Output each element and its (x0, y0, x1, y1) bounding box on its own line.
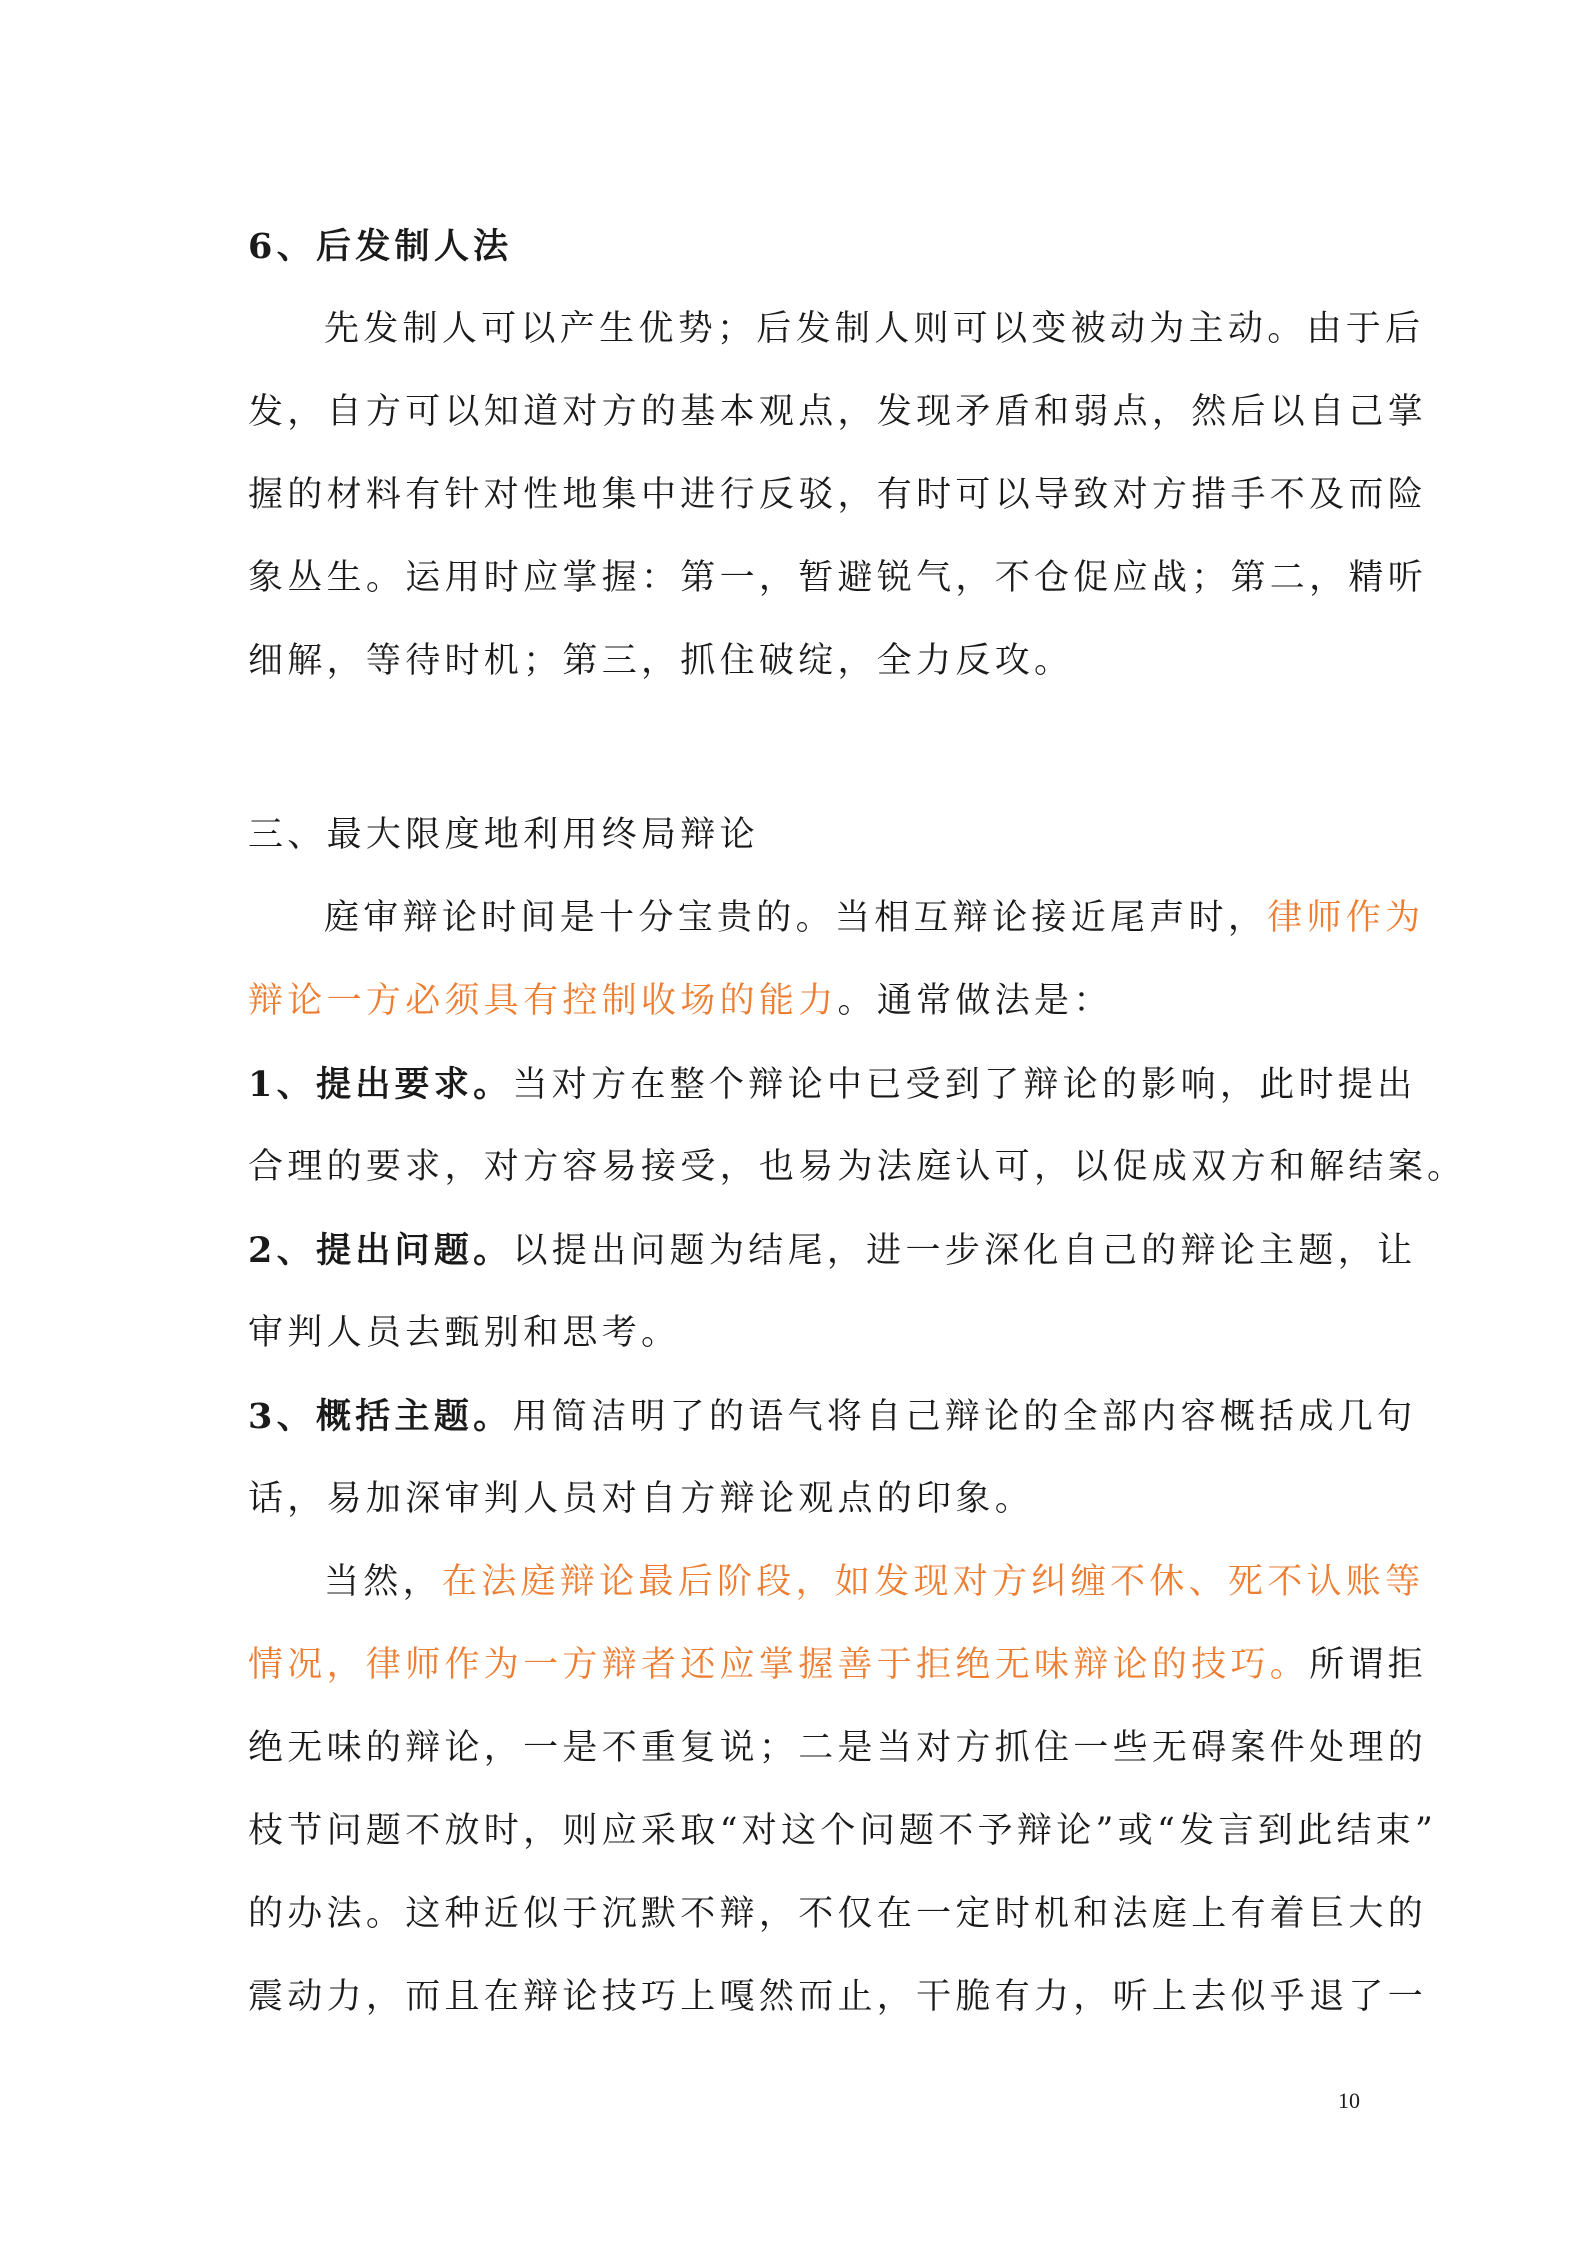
item-1-line (248, 1043, 1417, 1126)
item-1-line: 合理的要求，对方容易接受，也易为法庭认可，以促成双方和解结案。 (248, 1147, 1467, 1187)
intro-line (248, 960, 1348, 1043)
page-body (248, 205, 1467, 2039)
final-line (248, 1541, 1425, 1624)
final-line: 枝节问题不放时，则应采取“对这个问题不予辩论”或“发言到此结束” (248, 1811, 1438, 1851)
final-text: 当然， (324, 1562, 442, 1602)
item-1-text: 当对方在整个辩论中已受到了辩论的影响，此时提出 (512, 1065, 1417, 1105)
intro-text: 。通常做法是： (837, 981, 1113, 1021)
item-1-title: 1、提出要求。 (248, 1064, 513, 1105)
intro-line (248, 877, 1425, 960)
item-2-title: 2、提出问题。 (248, 1230, 513, 1271)
item-2-line: 审判人员去甄别和思考。 (248, 1313, 681, 1353)
highlighted-text: 情况，律师作为一方辩者还应掌握善于拒绝无味辩论的技巧。 (248, 1645, 1310, 1685)
final-line: 绝无味的辩论，一是不重复说；二是当对方抓住一些无碍案件处理的 (248, 1728, 1428, 1768)
item-3-title: 3、概括主题。 (248, 1396, 513, 1437)
final-text: 所谓拒 (1309, 1645, 1428, 1685)
highlighted-text: 在法庭辩论最后阶段，如发现对方纠缠不休、死不认账等 (441, 1562, 1425, 1602)
final-line: 震动力，而且在辩论技巧上嘎然而止，干脆有力，听上去似乎退了一 (248, 1977, 1428, 2017)
highlighted-text: 辩论一方必须具有控制收场的能力 (248, 981, 838, 1021)
final-line: 的办法。这种近似于沉默不辩，不仅在一定时机和法庭上有着巨大的 (248, 1894, 1428, 1934)
highlighted-text: 律师作为 (1267, 898, 1425, 938)
page-number: 10 (1338, 2088, 1360, 2113)
item-3-line: 话，易加深审判人员对自方辩论观点的印象。 (248, 1479, 1035, 1519)
para-6-line: 细解，等待时机；第三，抓住破绽，全力反攻。 (248, 641, 1074, 681)
item-2-text: 以提出问题为结尾，进一步深化自己的辩论主题，让 (512, 1231, 1417, 1271)
para-6-line: 发，自方可以知道对方的基本观点，发现矛盾和弱点，然后以自己掌 (248, 392, 1428, 432)
item-2-line (248, 1209, 1417, 1292)
intro-text: 庭审辩论时间是十分宝贵的。当相互辩论接近尾声时， (324, 898, 1268, 938)
item-3-line (248, 1375, 1417, 1458)
item-3-text: 用简洁明了的语气将自己辩论的全部内容概括成几句 (512, 1397, 1417, 1437)
final-line (248, 1624, 1428, 1707)
heading-6: 6、后发制人法 (248, 226, 513, 267)
section-3-heading: 三、最大限度地利用终局辩论 (248, 815, 759, 855)
para-6-line: 先发制人可以产生优势；后发制人则可以变被动为主动。由于后 (324, 309, 1425, 349)
para-6-line: 象丛生。运用时应掌握：第一，暂避锐气，不仓促应战；第二，精听 (248, 558, 1428, 598)
para-6-line: 握的材料有针对性地集中进行反驳，有时可以导致对方措手不及而险 (248, 475, 1428, 515)
